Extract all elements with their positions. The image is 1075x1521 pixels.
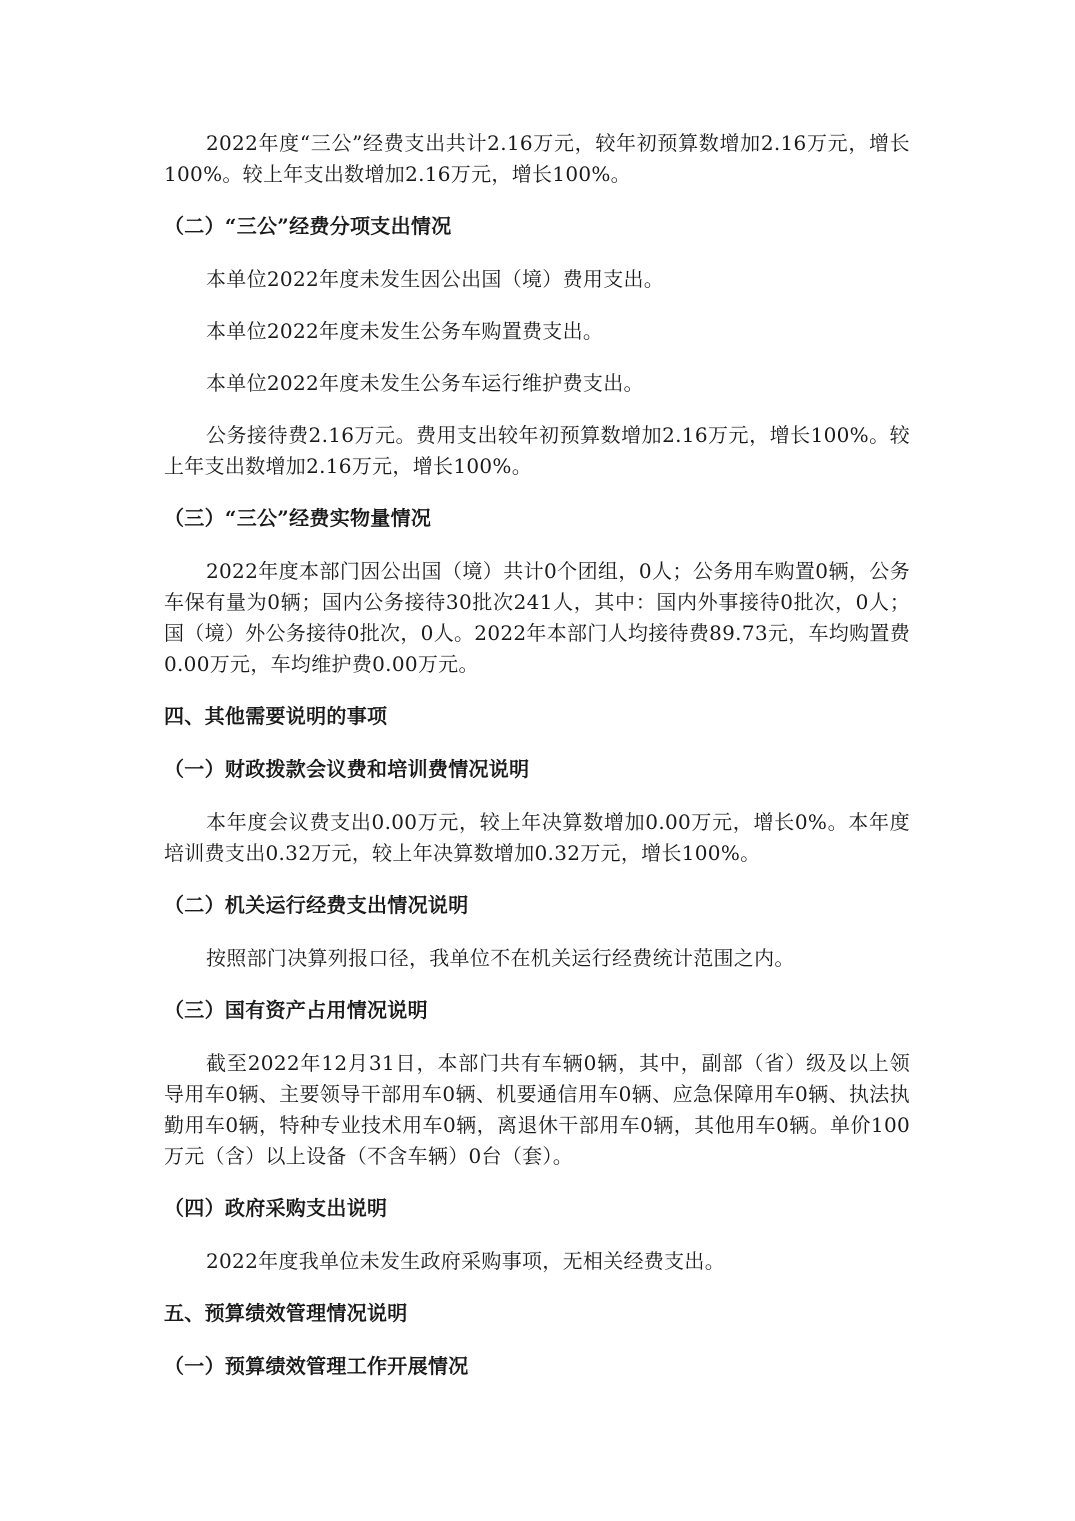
paragraph-government-procurement: 2022年度我单位未发生政府采购事项，无相关经费支出。: [206, 1249, 725, 1273]
heading-performance-management: 五、预算绩效管理情况说明: [164, 1301, 408, 1325]
paragraph-state-assets: 截至2022年12月31日，本部门共有车辆0辆，其中，副部（省）级及以上领导用车0辆、主要领导干部用车0辆、机要通信用车0辆、应急保障用车0辆、执法执勤用车0辆，特种专业技术用车0辆，离退休干部用车0辆，其他用车0辆。单价100万元（含）以上设备（不含车辆）0台（套）。: [164, 1051, 910, 1168]
heading-itemized-expenditure: （二）“三公”经费分项支出情况: [164, 214, 452, 238]
heading-physical-quantity: （三）“三公”经费实物量情况: [164, 506, 432, 530]
heading-government-procurement: （四）政府采购支出说明: [164, 1196, 388, 1220]
heading-state-assets: （三）国有资产占用情况说明: [164, 998, 428, 1022]
heading-operation-expense: （二）机关运行经费支出情况说明: [164, 893, 469, 917]
paragraph-operation-expense: 按照部门决算列报口径，我单位不在机关运行经费统计范围之内。: [206, 946, 795, 970]
heading-performance-work: （一）预算绩效管理工作开展情况: [164, 1354, 469, 1378]
paragraph-meeting-training: 本年度会议费支出0.00万元，较上年决算数增加0.00万元，增长0%。本年度培训费支出0.32万元，较上年决算数增加0.32万元，增长100%。: [164, 810, 910, 865]
heading-other-matters: 四、其他需要说明的事项: [164, 704, 388, 728]
heading-meeting-training: （一）财政拨款会议费和培训费情况说明: [164, 757, 530, 781]
paragraph-abroad-expense: 本单位2022年度未发生因公出国（境）费用支出。: [206, 267, 665, 291]
paragraph-car-maintenance: 本单位2022年度未发生公务车运行维护费支出。: [206, 371, 644, 395]
paragraph-car-purchase: 本单位2022年度未发生公务车购置费支出。: [206, 319, 604, 343]
paragraph-physical-quantity: 2022年度本部门因公出国（境）共计0个团组，0人；公务用车购置0辆，公务车保有量为0辆；国内公务接待30批次241人，其中：国内外事接待0批次，0人；国（境）外公务接待0批次，0人。2022年本部门人均接待费89.73元，车均购置费0.00万元，车均维护费0.00万元。: [164, 559, 910, 676]
paragraph-total-expenditure: 2022年度“三公”经费支出共计2.16万元，较年初预算数增加2.16万元，增长100%。较上年支出数增加2.16万元，增长100%。: [164, 131, 910, 186]
document-page: [164, 128, 910, 1404]
paragraph-reception-expense: 公务接待费2.16万元。费用支出较年初预算数增加2.16万元，增长100%。较上年支出数增加2.16万元，增长100%。: [164, 423, 910, 478]
